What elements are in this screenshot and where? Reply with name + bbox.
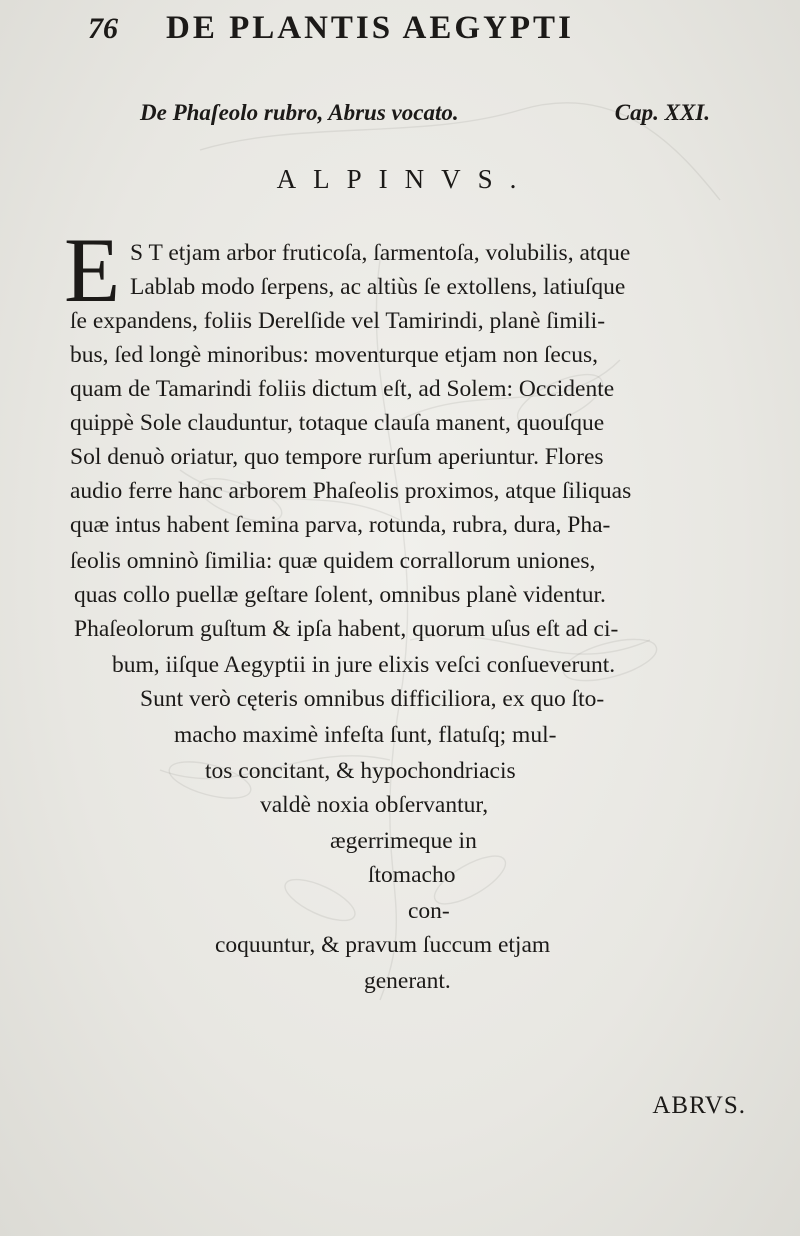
running-title: DE PLANTIS AEGYPTI	[166, 10, 574, 46]
text-line: tos concitant, & hypochondriacis	[205, 758, 516, 784]
text-line: quas collo puellæ geſtare ſolent, omnibus planè videntur.	[74, 582, 606, 608]
text-line: Sol denuò oriatur, quo tempore rurſum aperiuntur. Flores	[70, 444, 604, 470]
page-header	[88, 10, 648, 54]
text-line: quam de Tamarindi foliis dictum eſt, ad Solem: Occidente	[70, 376, 615, 402]
text-line: S T etjam arbor fruticoſa, ſarmentoſa, volubilis, atque	[130, 240, 631, 266]
text-line: coquuntur, & pravum ſuccum etjam	[215, 932, 551, 958]
text-line: Sunt verò cęteris omnibus difficiliora, ex quo ſto-	[140, 686, 605, 712]
text-line: ægerrimeque in	[330, 828, 477, 854]
text-line: ſtomacho	[368, 862, 456, 888]
text-line: Phaſeolorum guſtum & ipſa habent, quorum uſus eſt ad ci-	[74, 616, 619, 642]
text-line: macho maximè infeſta ſunt, flatuſq; mul-	[174, 722, 557, 748]
chapter-title: De Phaſeolo rubro, Abrus vocato.	[140, 100, 459, 125]
text-line: valdè noxia obſervantur,	[260, 792, 489, 818]
chapter-number: Cap. XXI.	[614, 100, 710, 125]
text-line: ſe expandens, foliis Derelſide vel Tamirindi, planè ſimili-	[70, 308, 606, 334]
text-line: con-	[408, 898, 450, 924]
drop-cap: E	[64, 219, 121, 321]
text-line: generant.	[364, 968, 451, 994]
author-heading: ALPINVS.	[276, 164, 534, 194]
text-line: ſeolis omninò ſimilia: quæ quidem corrallorum uniones,	[70, 548, 596, 574]
text-line: quæ intus habent ſemina parva, rotunda, rubra, dura, Pha-	[70, 512, 611, 538]
text-line: Lablab modo ſerpens, ac altiùs ſe extollens, latiuſque	[130, 274, 626, 300]
catchword: ABRVS.	[652, 1092, 746, 1119]
page-number: 76	[88, 12, 118, 45]
text-line: bus, ſed longè minoribus: moventurque etjam non ſecus,	[70, 342, 599, 368]
text-line: quippè Sole clauduntur, totaque clauſa manent, quouſque	[70, 410, 605, 436]
chapter-heading	[140, 100, 720, 136]
text-line: audio ferre hanc arborem Phaſeolis proximos, atque ſiliquas	[70, 478, 632, 504]
text-line: bum, iiſque Aegyptii in jure elixis veſci conſueverunt.	[112, 652, 616, 678]
